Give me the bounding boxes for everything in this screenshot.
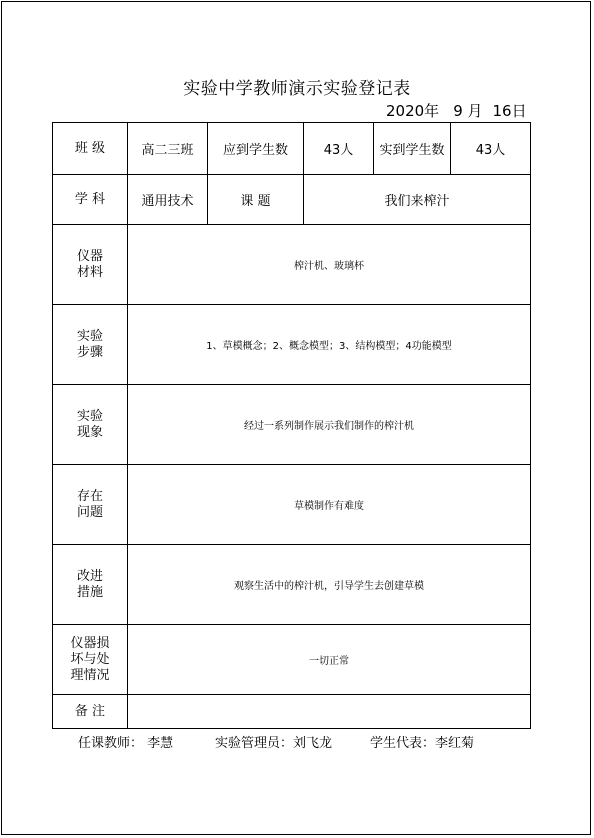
instruments-label-line2: 材料: [76, 264, 103, 280]
manager-signature: 实验管理员：刘飞龙: [215, 736, 333, 751]
date-month: 9 月: [453, 102, 483, 120]
table-row-phenomena: [53, 385, 531, 465]
instruments-label: [53, 225, 128, 305]
table-row-damage: [53, 625, 531, 695]
expected-students-label: 应到学生数: [208, 123, 304, 175]
teacher-signature: 任课教师： 李慧: [78, 736, 174, 751]
damage-label-line3: 理情况: [70, 667, 110, 683]
phenomena-label: [53, 385, 128, 465]
table-row-remarks: [53, 695, 531, 729]
steps-value: 1、草模概念；2、概念模型；3、结构模型；4功能模型: [128, 305, 531, 385]
table-row-improvement: [53, 545, 531, 625]
subject-value: 通用技术: [128, 175, 208, 225]
remarks-value: [128, 695, 531, 729]
student-rep-signature: 学生代表：李红菊: [370, 736, 475, 751]
actual-students-value: 43人: [451, 123, 531, 175]
steps-label: [53, 305, 128, 385]
problems-label: [53, 465, 128, 545]
page-title: 实验中学教师演示实验登记表: [183, 79, 411, 99]
registration-table: [52, 122, 531, 729]
damage-value: 一切正常: [128, 625, 531, 695]
instruments-label-line1: 仪器: [76, 248, 103, 264]
instruments-value: 榨汁机、玻璃杯: [128, 225, 531, 305]
damage-label-line1: 仪器损: [70, 635, 110, 651]
steps-label-line2: 步骤: [76, 344, 103, 360]
phenomena-label-line2: 现象: [76, 424, 103, 440]
remarks-label: 备 注: [53, 695, 128, 729]
date-day: 16日: [492, 102, 527, 120]
improvement-label: [53, 545, 128, 625]
damage-label: [53, 625, 128, 695]
phenomena-value: 经过一系列制作展示我们制作的榨汁机: [128, 385, 531, 465]
subject-label: 学 科: [53, 175, 128, 225]
actual-students-label: 实到学生数: [374, 123, 451, 175]
table-row-subject: [53, 175, 531, 225]
class-label: 班 级: [53, 123, 128, 175]
problems-label-line2: 问题: [76, 504, 103, 520]
steps-label-line1: 实验: [76, 328, 103, 344]
table-row-problems: [53, 465, 531, 545]
date-year: 2020年: [386, 102, 440, 120]
problems-label-line1: 存在: [76, 488, 103, 504]
table-row-instruments: [53, 225, 531, 305]
topic-label: 课 题: [208, 175, 304, 225]
expected-students-value: 43人: [304, 123, 374, 175]
table-row-steps: [53, 305, 531, 385]
topic-value: 我们来榨汁: [304, 175, 531, 225]
problems-value: 草模制作有难度: [128, 465, 531, 545]
class-value: 高二三班: [128, 123, 208, 175]
improvement-label-line1: 改进: [76, 568, 103, 584]
table-row-class: [53, 123, 531, 175]
record-date: [386, 100, 527, 121]
phenomena-label-line1: 实验: [76, 408, 103, 424]
damage-label-line2: 坏与处: [70, 651, 110, 667]
improvement-value: 观察生活中的榨汁机，引导学生去创建草模: [128, 545, 531, 625]
improvement-label-line2: 措施: [76, 584, 103, 600]
